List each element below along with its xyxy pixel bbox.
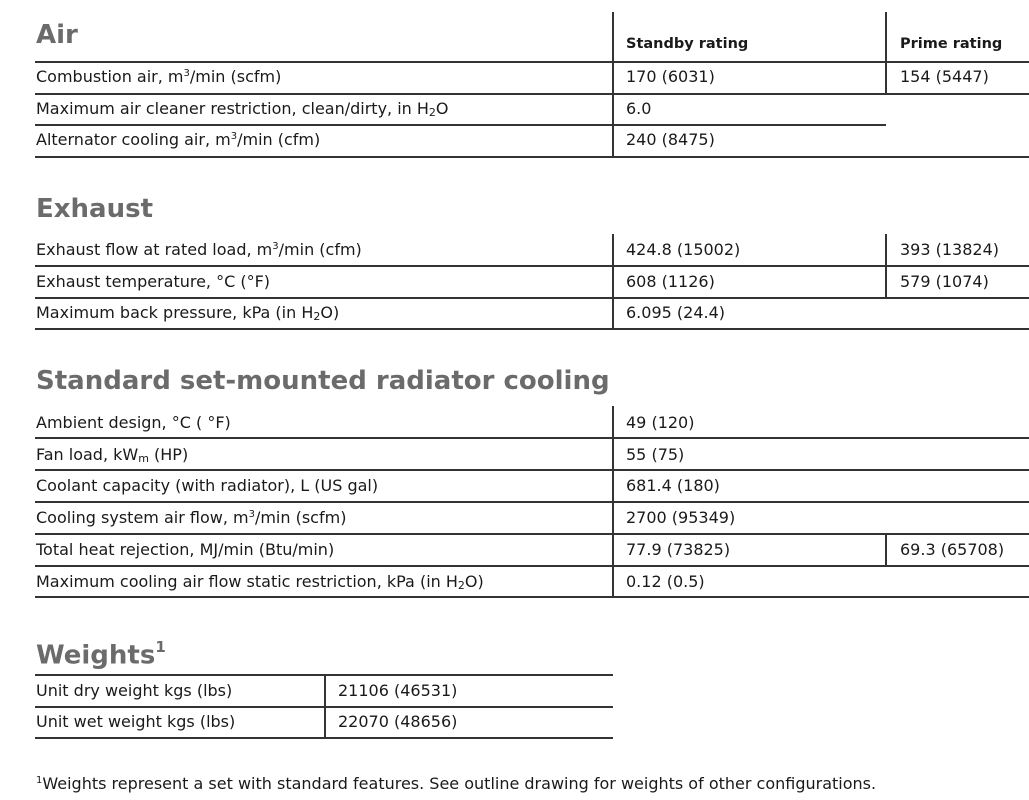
weights-row-rule	[35, 737, 613, 739]
weights-row-rule	[35, 706, 613, 708]
air-row-label: Combustion air, $m^3/\min$ (scfm)	[36, 67, 282, 86]
exhaust-row-rule	[35, 265, 1029, 267]
air-row-standby-value: 170 (6031)	[626, 67, 715, 86]
air-prime-divider	[885, 12, 887, 93]
cooling-row-rule	[35, 533, 1029, 535]
cooling-section-title: Standard set-mounted radiator cooling	[36, 366, 610, 396]
cooling-row-label: Coolant capacity (with radiator), L (US gal)	[36, 476, 379, 495]
air-header-rule	[35, 61, 1029, 63]
cooling-row-prime-value: 69.3 (65708)	[900, 540, 1005, 559]
exhaust-row-prime-value: 579 (1074)	[900, 272, 989, 291]
exhaust-row-rule	[35, 297, 1029, 299]
exhaust-row-rule	[35, 328, 1029, 330]
cooling-row-label: Fan load, $kW_m$ (HP)	[36, 445, 189, 465]
exhaust-row-label: Maximum back pressure, kPa (in $H_2O$)	[36, 303, 340, 323]
cooling-row-standby-value: 2700 (95349)	[626, 508, 736, 527]
exhaust-row-label: Exhaust flow at rated load, $m^3/\min$ (cfm)	[36, 240, 362, 259]
cooling-prime-divider	[885, 533, 887, 565]
cooling-row-rule	[35, 565, 1029, 567]
cooling-row-label: Ambient design, °C ( °F)	[36, 413, 231, 432]
exhaust-row-prime-value: 393 (13824)	[900, 240, 1000, 259]
air-row-standby-value: 240 (8475)	[626, 130, 715, 149]
standby-rating-header: Standby rating	[626, 36, 749, 52]
cooling-row-rule	[35, 437, 1029, 439]
weights-row-label: Unit wet weight kgs (lbs)	[36, 712, 236, 731]
cooling-row-standby-value: 77.9 (73825)	[626, 540, 731, 559]
exhaust-row-label: Exhaust temperature, °C (°F)	[36, 272, 271, 291]
weights-section-title: Weights$^1$	[36, 638, 166, 671]
weights-row-value: 21106 (46531)	[338, 681, 458, 700]
cooling-row-standby-value: 55 (75)	[626, 445, 685, 464]
cooling-row-label: Total heat rejection, MJ/min (Btu/min)	[36, 540, 335, 559]
cooling-row-rule	[35, 469, 1029, 471]
air-row-prime-value: 154 (5447)	[900, 67, 989, 86]
air-row-label: Maximum air cleaner restriction, clean/dirty, in $H_2O$	[36, 99, 449, 119]
prime-rating-header: Prime rating	[900, 36, 1003, 52]
air-standby-divider	[612, 12, 614, 157]
exhaust-standby-divider	[612, 234, 614, 329]
air-row-standby-value: 6.0	[626, 99, 652, 118]
exhaust-section-title: Exhaust	[36, 194, 153, 224]
cooling-row-label: Cooling system air flow, $m^3/\min$ (scfm)	[36, 508, 347, 527]
air-row-rule	[35, 156, 1029, 158]
cooling-row-standby-value: 0.12 (0.5)	[626, 572, 705, 591]
cooling-row-standby-value: 49 (120)	[626, 413, 695, 432]
cooling-row-rule	[35, 596, 1029, 598]
weights-row-label: Unit dry weight kgs (lbs)	[36, 681, 233, 700]
air-row-rule	[35, 124, 886, 126]
exhaust-row-standby-value: 6.095 (24.4)	[626, 303, 725, 322]
exhaust-row-standby-value: 424.8 (15002)	[626, 240, 741, 259]
exhaust-row-standby-value: 608 (1126)	[626, 272, 715, 291]
cooling-row-label: Maximum cooling air flow static restriction, kPa (in $H_2O$)	[36, 572, 484, 592]
cooling-row-rule	[35, 501, 1029, 503]
weights-row-rule	[35, 674, 613, 676]
air-row-label: Alternator cooling air, $m^3/\min$ (cfm)	[36, 130, 321, 149]
weights-row-value: 22070 (48656)	[338, 712, 458, 731]
air-row-rule	[35, 93, 1029, 95]
footnote: $^1$Weights represent a set with standard features. See outline drawing for weights of other configurations.	[36, 774, 877, 793]
cooling-row-standby-value: 681.4 (180)	[626, 476, 720, 495]
air-section-title: Air	[36, 20, 78, 50]
